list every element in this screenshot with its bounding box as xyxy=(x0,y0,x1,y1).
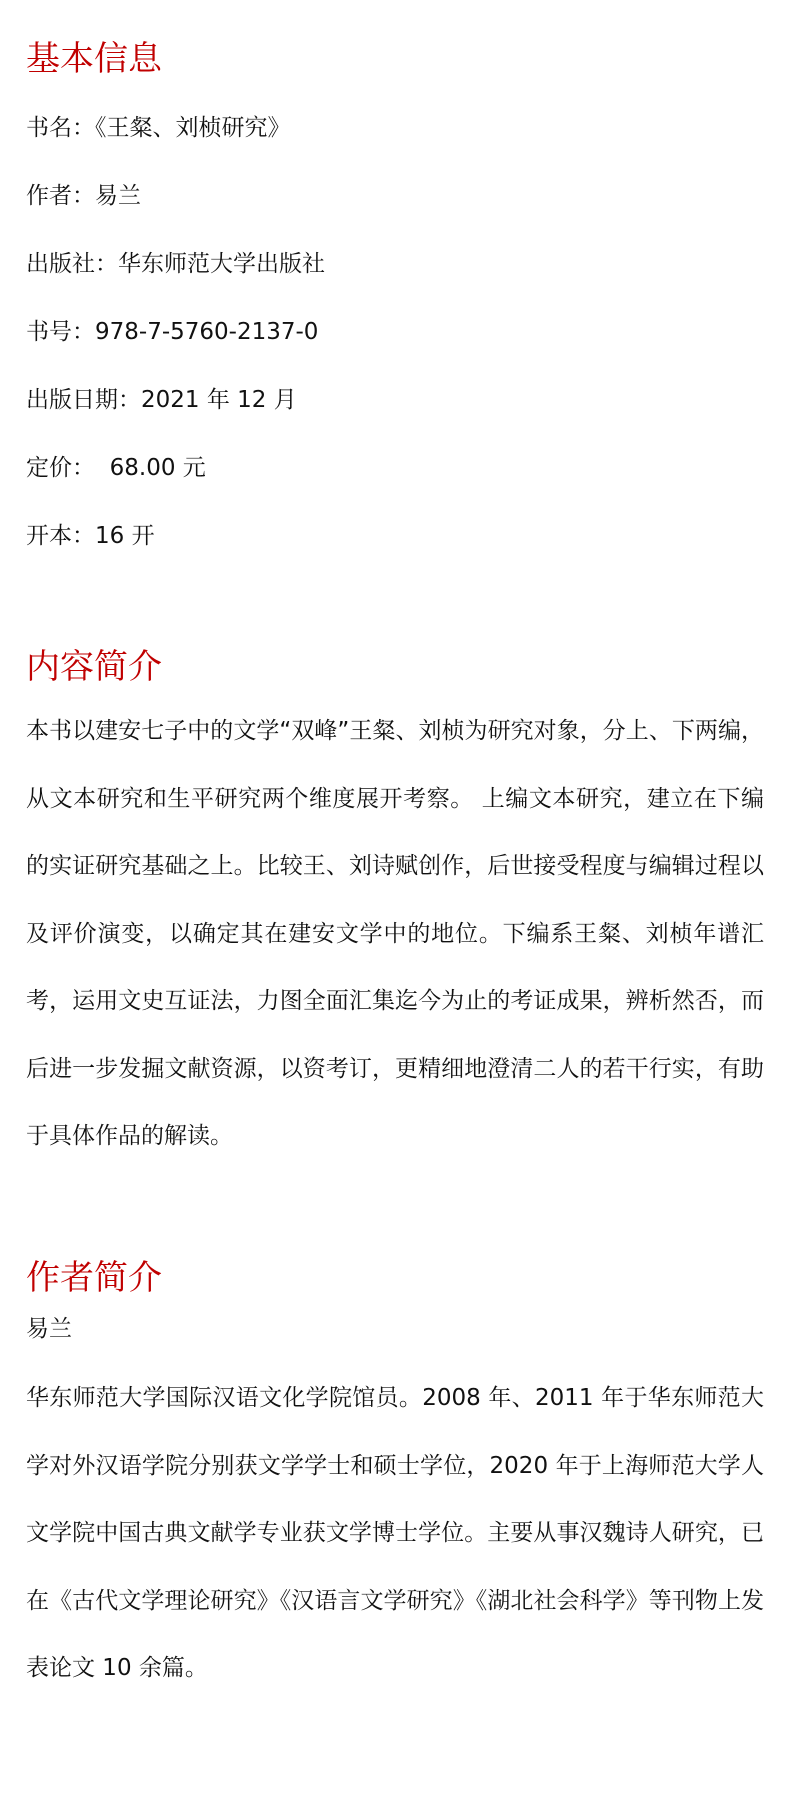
info-publisher: 出版社：华东师范大学出版社 xyxy=(26,251,325,277)
basic-info-list xyxy=(26,112,764,588)
info-isbn: 书号：978-7-5760-2137-0 xyxy=(26,319,319,345)
info-publish-date: 出版日期：2021 年 12 月 xyxy=(26,387,297,413)
info-format: 开本：16 开 xyxy=(26,523,155,549)
info-price: 定价： 68.00 元 xyxy=(26,455,206,481)
author-intro-heading: 作者简介 xyxy=(26,1258,162,1298)
content-intro-heading: 内容简介 xyxy=(26,647,162,687)
author-name: 易兰 xyxy=(26,1316,72,1342)
info-author: 作者：易兰 xyxy=(26,183,141,209)
content-intro-text: 本书以建安七子中的文学“双峰”王粲、刘桢为研究对象，分上、下两编，从文本研究和生平研究两个维度展开考察。 上编文本研究，建立在下编的实证研究基础之上。比较王、刘诗赋创作，后世接受程度与编辑过程以及评价演变，以确定其在建安文学中的地位。下编系王粲、刘桢年谱汇考，运用文史互证法，力图全面汇集迄今为止的考证成果，辨析然否，而后进一步发掘文献资源，以资考订，更精细地澄清二人的若干行实，有助于具体作品的解读。 xyxy=(26,718,764,1149)
info-title: 书名：《王粲、刘桢研究》 xyxy=(26,115,291,141)
basic-info-heading: 基本信息 xyxy=(26,39,162,79)
author-intro-text: 华东师范大学国际汉语文化学院馆员。2008 年、2011 年于华东师范大学对外汉语学院分别获文学学士和硕士学位，2020 年于上海师范大学人文学院中国古典文献学专业获文学博士学位。主要从事汉魏诗人研究，已在《古代文学理论研究》《汉语言文学研究》《湖北社会科学》等刊物上发表论文 10 余篇。 xyxy=(26,1385,764,1681)
